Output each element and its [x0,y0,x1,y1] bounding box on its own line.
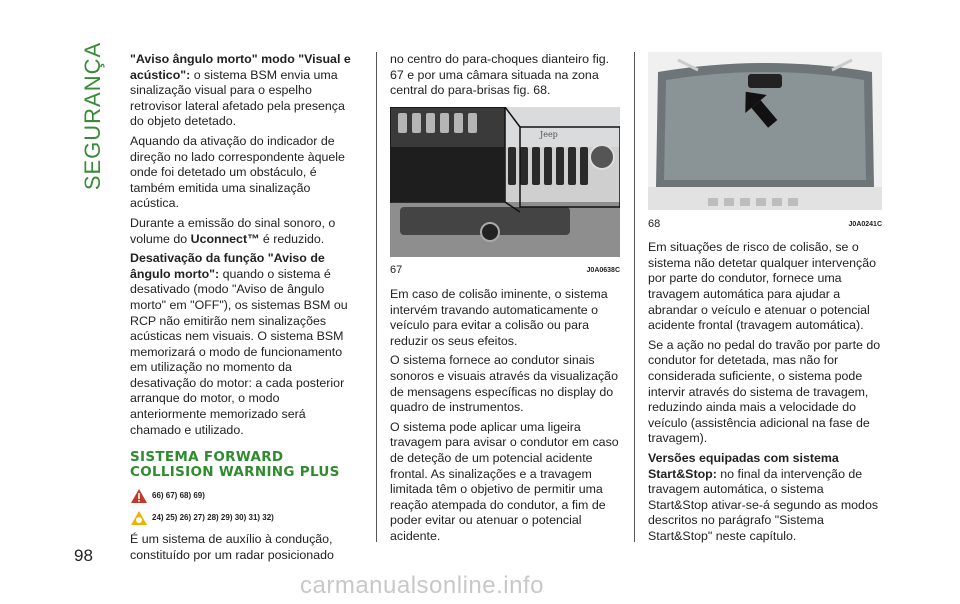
paragraph: Em situações de risco de colisão, se o sistema não detetar qualquer intervenção por parte do condutor, fornece uma travagem automática para ajudar a abrandar o veículo e atenuar o potencial acidente frontal (travagem automática). [648,240,876,333]
figure-68 [648,52,882,232]
warning-refs-text: 66) 67) 68) 69) [152,491,205,501]
paragraph-text: o sistema BSM envia uma sinalização visual para o espelho retrovisor lateral afetado pela presença do objeto detetado. [130,67,345,129]
figure-number: 68 [648,217,661,230]
paragraph: É um sistema de auxílio à condução, constituído por um radar posicionado [130,532,334,562]
warning-icon [130,488,148,504]
warning-references [130,488,358,504]
section-heading: SISTEMA FORWARD COLLISION WARNING PLUS [130,449,340,481]
figure-number: 67 [390,264,403,277]
paragraph-text: no final da intervenção de travagem automática, o sistema Start&Stop ativar-se-á segundo as modos descritos no parágrafo "Sistema Start&Stop" neste capítulo. [648,466,879,543]
caution-note-icon [130,510,148,526]
column-3 [648,52,882,548]
bumper-radar-image [390,107,620,257]
paragraph [130,216,358,247]
paragraph: O sistema pode aplicar uma ligeira travagem para avisar o condutor em caso de deteção de um potencial acidente frontal. As sinalizações e a travagem limitada têm o objetivo de permitir uma reação atempada do condutor, a fim de poder evitar ou atenuar o potencial acidente. [390,419,619,543]
figure-code: J0A0638C [586,267,620,275]
column-1 [130,52,358,567]
figure-caption [648,217,882,233]
column-divider [634,52,635,542]
jeep-badge: Jeep [540,129,558,139]
paragraph-lead: "Aviso ângulo morto" modo "Visual e acústico": [130,52,351,82]
paragraph: Aquando da ativação do indicador de direção no lado correspondente àquele onde foi detetado um obstáculo, é também emitida uma sinalização acústica. [130,133,345,211]
paragraph [130,251,358,438]
note-references [130,510,358,526]
note-refs-text: 24) 25) 26) 27) 28) 29) 30) 31) 32) [152,513,274,523]
page-number: 98 [74,546,93,565]
section-title: SEGURANÇA [80,41,106,191]
paragraph [648,451,882,545]
paragraph: Se a ação no pedal do travão por parte do condutor for detetada, mas não for considerada suficiente, o sistema pode intervir através do sistema de travagem, reduzindo ainda mais a velocidade do veículo (assistência adicional na fase de travagem). [648,337,881,446]
figure-code: J0A0241C [848,220,882,228]
paragraph: O sistema fornece ao condutor sinais sonoros e visuais através da visualização de mensagens específicas no display do quadro de instrumentos. [390,353,618,415]
windshield-camera-image [648,52,882,210]
paragraph-lead: Desativação da função "Aviso de ângulo morto": [130,251,325,281]
figure-caption [390,263,620,279]
paragraph-lead: Versões equipadas com sistema Start&Stop: [648,450,839,481]
paragraph: Em caso de colisão iminente, o sistema intervém travando automaticamente o veículo para evitar a colisão ou para reduzir os seus efeitos. [390,286,608,348]
brand-name: Uconnect™ [190,231,260,246]
watermark: carmanualsonline.info [300,572,544,599]
paragraph [130,52,358,130]
figure-67 [390,107,620,279]
column-2 [390,52,620,548]
paragraph-text: é reduzido. [259,231,325,246]
paragraph-text: quando o sistema é desativado (modo "Aviso de ângulo morto" em "OFF"), os sistemas BSM ou RCP não emitirão nem sinalizações acústicas nem visuais. O sistema BSM memorizará o modo de funcionamento em utilização no momento da desativação do motor: a cada posterior arranque do motor, o modo anteriormente memorizado será chamado e utilizado. [130,266,348,437]
paragraph: no centro do para-choques dianteiro fig. 67 e por uma câmara situada na zona central do para-brisas fig. 68. [390,52,610,98]
column-divider [376,52,377,542]
paragraph-text: Durante a emissão do sinal sonoro, o volume do [130,215,336,246]
